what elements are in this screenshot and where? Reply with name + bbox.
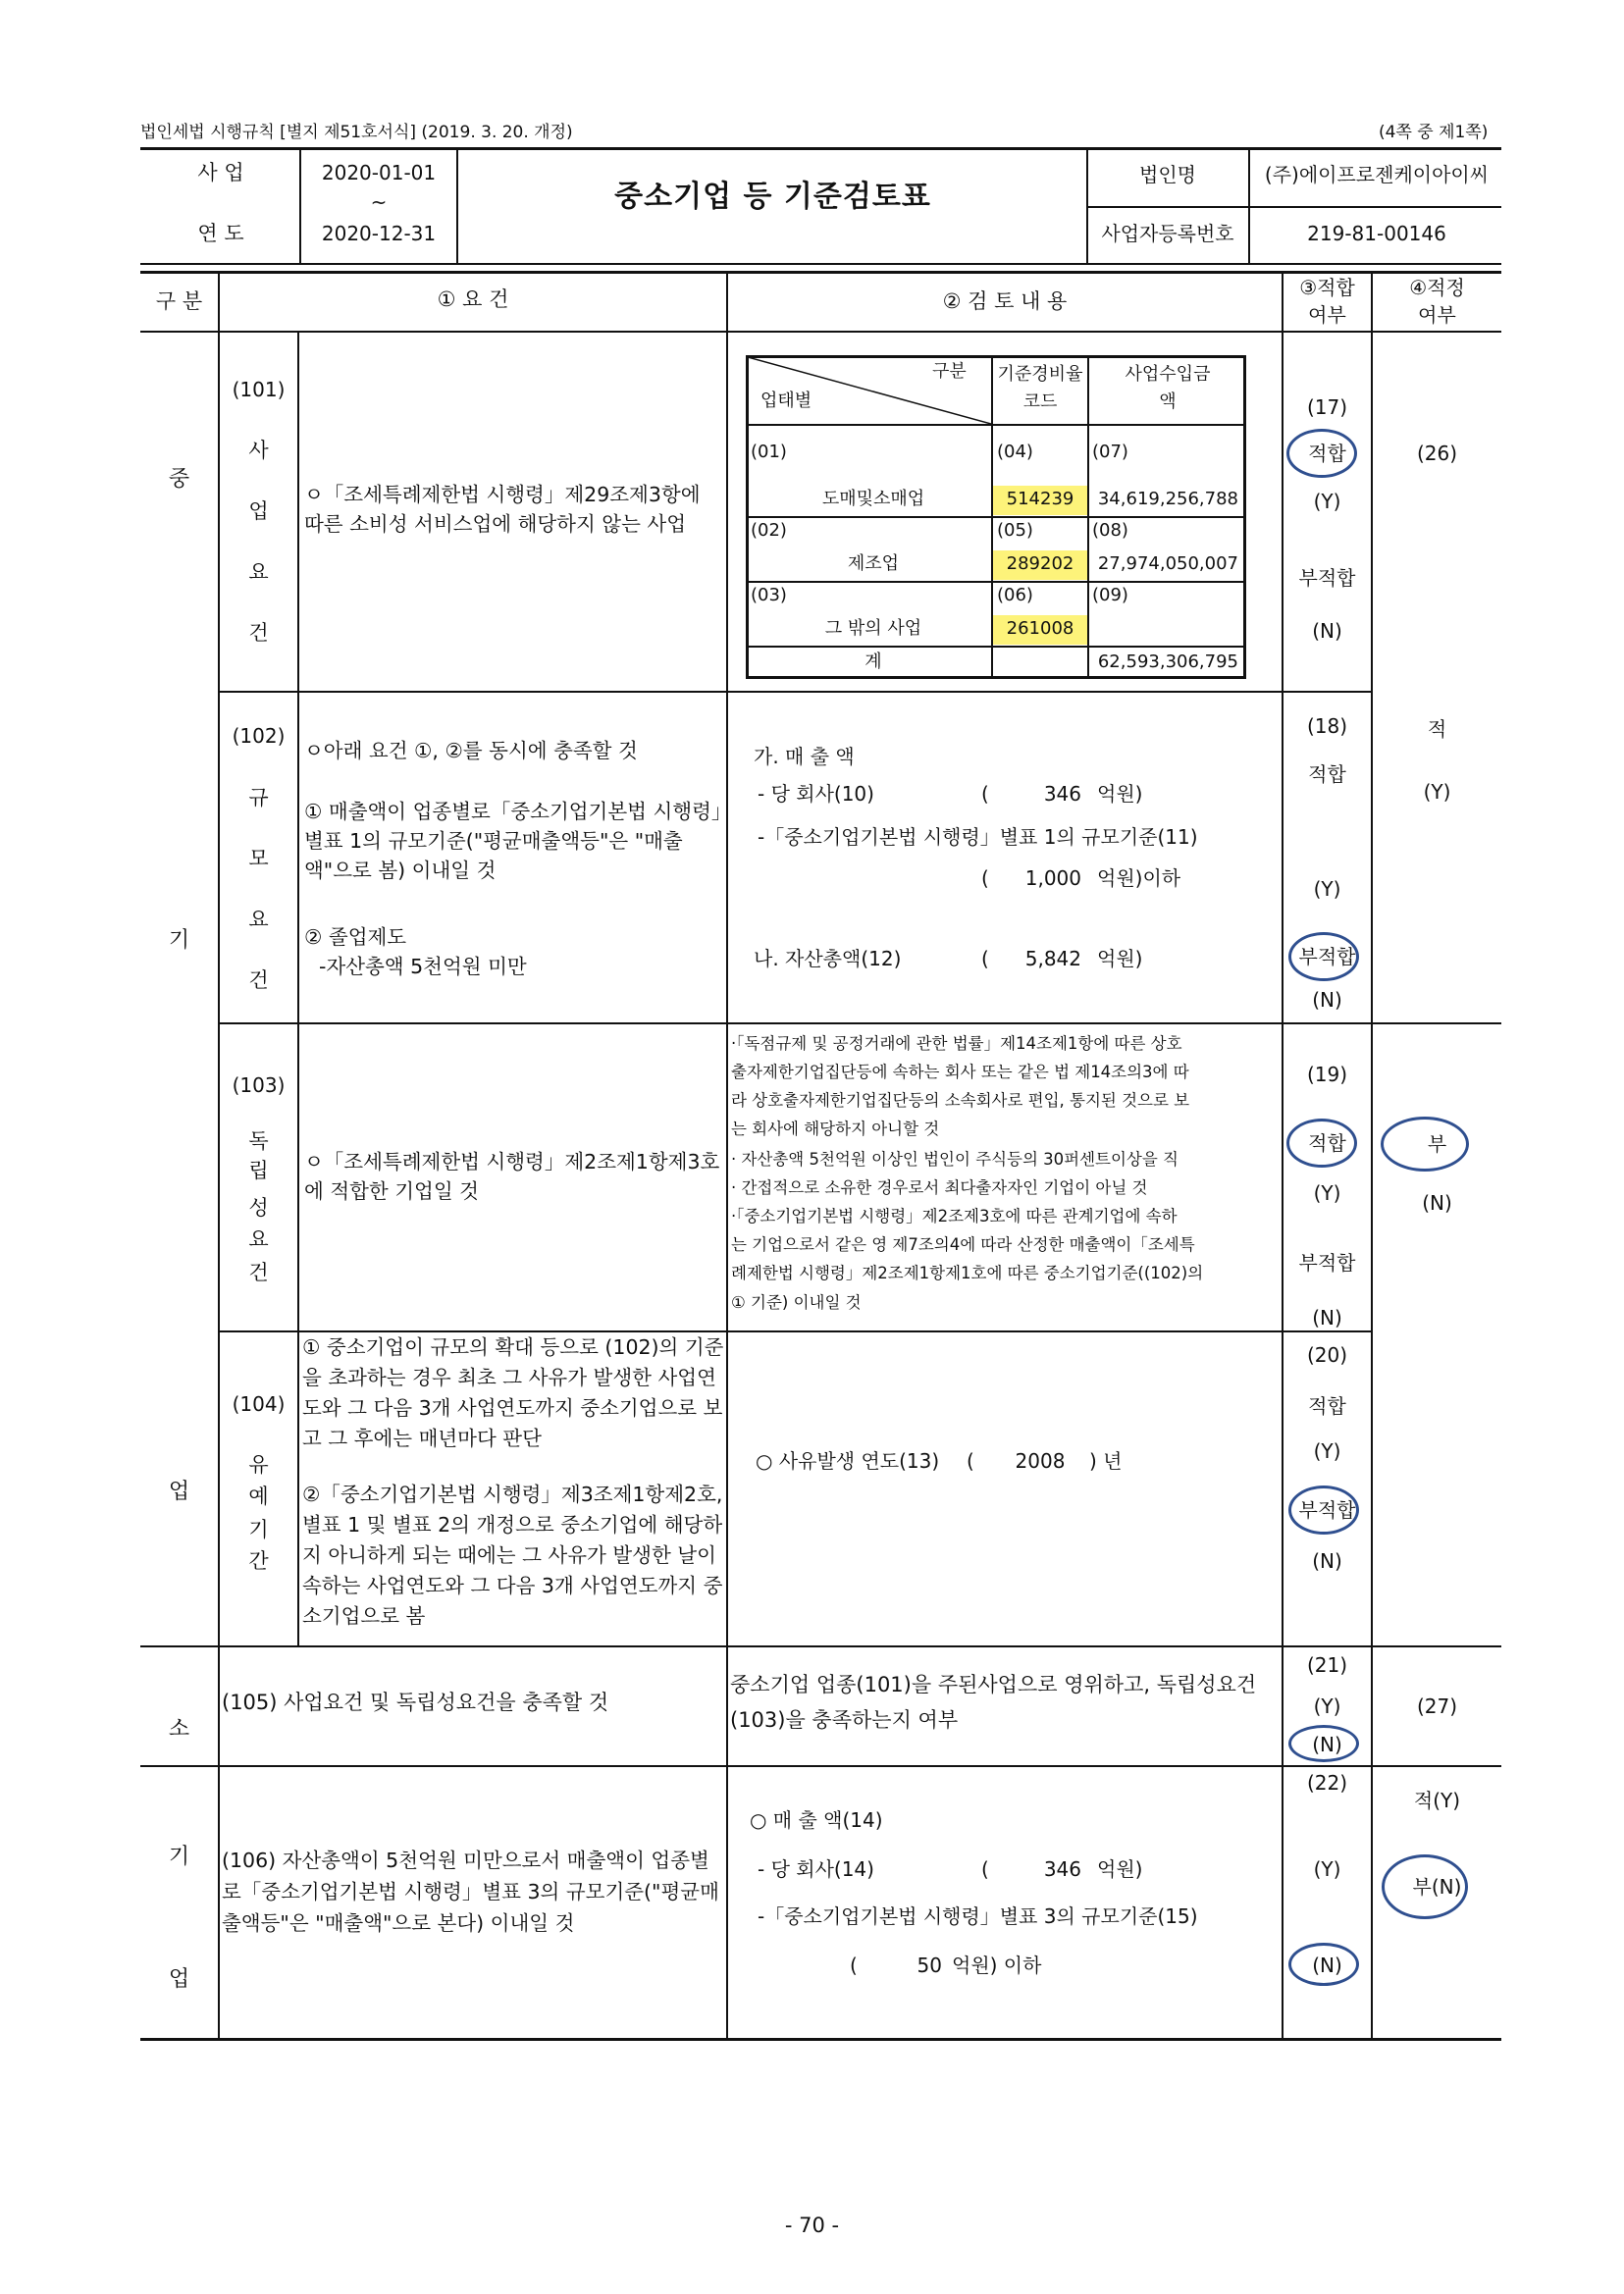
r103-label-char: 성 — [248, 1196, 269, 1220]
r104-req-1: ① 중소기업이 규모의 확대 등으로 (102)의 기준을 초과하는 경우 최초 그 사유가 발생한 사업연도와 그 다음 3개 사업연도까지 중소기업으로 보고 그 후에는 매년마다 판단 — [302, 1335, 724, 1450]
industry-row-amount: 34,619,256,788 — [1097, 489, 1238, 509]
r101-label-char: 건 — [248, 621, 269, 645]
category-sme-2: 기 — [168, 928, 190, 953]
r101-fit-n: (N) — [1312, 619, 1342, 643]
r103-fit-n: (N) — [1312, 1306, 1342, 1329]
r102-rev-5: 나. 자산총액(12) — [754, 947, 902, 970]
r106-rev-4-open: ( — [850, 1954, 858, 1977]
r104-fit-n: (N) — [1312, 1549, 1342, 1573]
r102-fit-no: 부적합 — [1298, 945, 1356, 968]
industry-row-num: (07) — [1092, 442, 1128, 462]
r103-label-char: 건 — [248, 1261, 269, 1284]
col-fit-1: ③적합 — [1299, 276, 1355, 299]
r101-label-char: 업 — [248, 499, 269, 523]
col-requirement: ① 요 건 — [437, 287, 509, 311]
r104-fit-yes: 적합 — [1308, 1394, 1346, 1418]
r101-proper-code: (26) — [1416, 442, 1458, 465]
industry-row-num: (02) — [751, 520, 787, 541]
industry-total-amount: 62,593,306,795 — [1097, 652, 1238, 672]
col-review: ② 검 토 내 용 — [942, 289, 1068, 313]
r104-rev-val: 2008 — [1015, 1449, 1066, 1473]
r103-review-line: · 자산총액 5천억원 이상인 법인이 주식등의 30퍼센트이상을 직 — [731, 1150, 1179, 1169]
period-tilde: ~ — [370, 190, 388, 214]
col-fit-2: 여부 — [1308, 303, 1346, 327]
r106-rev-4-unit: 억원) 이하 — [952, 1954, 1042, 1977]
r102-label-char: 건 — [248, 968, 269, 992]
r102-rev-4-unit: 억원)이하 — [1097, 866, 1181, 890]
period-start: 2020-01-01 — [321, 161, 437, 184]
r104-label-char: 기 — [248, 1518, 269, 1541]
r102-req-1: ㅇ아래 요건 ①, ②를 동시에 충족할 것 — [304, 739, 638, 762]
r103-proper-2: (N) — [1422, 1191, 1452, 1215]
r103-requirement: ㅇ「조세특례제한법 시행령」제2조제1항제3호에 적합한 기업일 것 — [304, 1150, 720, 1203]
r102-rev-5-unit: 억원) — [1097, 947, 1143, 970]
page-number: - 70 - — [784, 2214, 840, 2237]
r104-fit-y: (Y) — [1313, 1439, 1341, 1463]
r102-req-4: -자산총액 5천억원 미만 — [319, 955, 527, 978]
r105-fit-y: (Y) — [1313, 1694, 1341, 1718]
industry-row-num: (04) — [997, 442, 1033, 462]
r102-rev-4-val: 1,000 — [1024, 866, 1081, 890]
business-year-label-2: 연 도 — [197, 222, 244, 245]
r102-fit-n: (N) — [1312, 988, 1342, 1012]
r101-label-char: 사 — [248, 439, 269, 462]
col-category: 구 분 — [155, 289, 203, 313]
r103-review-line: ·「중소기업기본법 시행령」제2조제3호에 따른 관계기업에 속하 — [731, 1207, 1178, 1225]
industry-row-code: 289202 — [1006, 553, 1074, 574]
r102-rev-2-unit: 억원) — [1097, 782, 1143, 806]
r106-rev-2-open: ( — [981, 1857, 989, 1881]
r103-review-line: ·「독점규제 및 공정거래에 관한 법률」제14조제1항에 따른 상호 — [731, 1034, 1182, 1053]
r104-rev-open: ( — [967, 1449, 974, 1473]
biz-reg-label: 사업자등록번호 — [1101, 222, 1234, 245]
category-small-1: 소 — [168, 1717, 190, 1742]
r103-proper-1: 부 — [1427, 1132, 1447, 1156]
col-proper-1: ④적정 — [1409, 276, 1465, 299]
selection-circle — [1286, 429, 1357, 478]
r103-label-char: 립 — [248, 1159, 269, 1182]
r105-review-2: (103)을 충족하는지 여부 — [730, 1708, 959, 1732]
r103-review-line: 는 기업으로서 같은 영 제7조의4에 따라 산정한 매출액이「조세특 — [731, 1235, 1195, 1254]
r106-rev-2: - 당 회사(14) — [758, 1857, 874, 1881]
biz-reg-number: 219-81-00146 — [1307, 222, 1446, 245]
r103-review-line: 라 상호출자제한기업집단등의 소속회사로 편입, 통지된 것으로 보 — [731, 1091, 1190, 1110]
r104-label-char: 유 — [248, 1453, 269, 1477]
r106-fit-n: (N) — [1312, 1954, 1342, 1977]
r106-proper-2: 부(N) — [1412, 1875, 1462, 1899]
r101-requirement: ㅇ「조세특례제한법 시행령」제29조제3항에 따른 소비성 서비스업에 해당하지 않는 사업 — [304, 483, 701, 536]
industry-table-hdr-income: 사업수입금액 — [1125, 364, 1211, 412]
r103-review-line: 출자제한기업집단등에 속하는 회사 또는 같은 법 제14조의3에 따 — [731, 1063, 1189, 1081]
r101-fit-no: 부적합 — [1298, 566, 1356, 590]
industry-total-label: 계 — [864, 652, 882, 672]
industry-table-hdr-gubun: 구분 — [932, 361, 967, 382]
r106-rev-4-val: 50 — [917, 1954, 942, 1977]
r103-review-line: 례제한법 시행령」제2조제1항제1호에 따른 중소기업기준((102)의 — [731, 1264, 1204, 1282]
r106-rev-2-unit: 억원) — [1097, 1857, 1143, 1881]
r101-fit-yes: 적합 — [1308, 442, 1346, 465]
r102-rev-5-val: 5,842 — [1024, 947, 1081, 970]
r101-fit-code: (17) — [1306, 395, 1348, 419]
col-proper-2: 여부 — [1418, 303, 1456, 327]
form-title: 중소기업 등 기준검토표 — [614, 180, 931, 214]
industry-row-amount: 27,974,050,007 — [1097, 553, 1238, 574]
r102-proper-1: 적 — [1427, 717, 1447, 741]
r106-fit-y: (Y) — [1313, 1857, 1341, 1881]
r104-label-char: 간 — [248, 1549, 269, 1573]
r103-code: (103) — [232, 1073, 286, 1097]
r102-proper-2: (Y) — [1423, 780, 1451, 804]
industry-row-name: 그 밖의 사업 — [824, 618, 922, 639]
r106-proper-1: 적(Y) — [1413, 1789, 1461, 1812]
r103-fit-yes: 적합 — [1308, 1131, 1346, 1155]
industry-row-num: (06) — [997, 585, 1033, 605]
selection-circle — [1288, 1725, 1359, 1762]
industry-row-code: 261008 — [1006, 618, 1074, 639]
category-small-3: 업 — [168, 1967, 190, 1992]
r104-label-char: 예 — [248, 1485, 269, 1508]
r102-code: (102) — [232, 724, 286, 748]
category-sme-3: 업 — [168, 1480, 190, 1504]
r102-rev-4-open: ( — [981, 866, 989, 890]
industry-row-num: (03) — [751, 585, 787, 605]
corp-name-label: 법인명 — [1139, 163, 1196, 186]
industry-row-name: 제조업 — [847, 553, 900, 574]
industry-table-hdr-upte: 업태별 — [760, 391, 812, 411]
industry-row-num: (09) — [1092, 585, 1128, 605]
industry-table-hdr-code: 기준경비율코드 — [997, 364, 1083, 412]
r101-label-char: 요 — [248, 560, 269, 584]
r102-req-3: ② 졸업제도 — [304, 925, 407, 949]
r102-fit-y: (Y) — [1313, 877, 1341, 901]
r103-fit-no: 부적합 — [1298, 1251, 1356, 1275]
business-year-label-1: 사 업 — [197, 161, 244, 184]
r103-label-char: 독 — [248, 1129, 269, 1153]
r102-label-char: 모 — [248, 847, 269, 870]
selection-circle — [1288, 932, 1359, 981]
industry-row-name: 도매및소매업 — [821, 489, 925, 509]
r104-code: (104) — [232, 1392, 286, 1416]
selection-circle — [1381, 1117, 1469, 1172]
selection-circle — [1288, 1943, 1359, 1986]
r104-fit-code: (20) — [1306, 1343, 1348, 1367]
r104-rev-close: ) 년 — [1089, 1449, 1123, 1473]
r102-fit-code: (18) — [1306, 714, 1348, 738]
industry-row-num: (08) — [1092, 520, 1128, 541]
selection-circle — [1286, 1119, 1357, 1168]
category-sme-1: 중 — [168, 467, 190, 492]
industry-row-code: 514239 — [1006, 489, 1074, 509]
r105-fit-code: (21) — [1306, 1653, 1348, 1677]
r106-rev-2-val: 346 — [1043, 1857, 1081, 1881]
form-reference: 법인세법 시행규칙 [별지 제51호서식] (2019. 3. 20. 개정) — [140, 123, 573, 142]
r102-rev-5-open: ( — [981, 947, 989, 970]
r104-rev-1: ○ 사유발생 연도(13) — [756, 1449, 940, 1473]
r106-rev-3: -「중소기업기본법 시행령」별표 3의 규모기준(15) — [758, 1904, 1198, 1928]
r103-fit-y: (Y) — [1313, 1181, 1341, 1205]
r102-rev-2-val: 346 — [1043, 782, 1081, 806]
page-reference: (4쪽 중 제1쪽) — [1379, 123, 1489, 142]
r103-fit-code: (19) — [1306, 1063, 1348, 1086]
r105-fit-n: (N) — [1312, 1733, 1342, 1756]
r104-fit-no: 부적합 — [1298, 1498, 1356, 1522]
r103-review-line: ① 기준) 이내일 것 — [731, 1293, 862, 1312]
industry-row-num: (01) — [751, 442, 787, 462]
r102-rev-3: -「중소기업기본법 시행령」별표 1의 규모기준(11) — [758, 825, 1198, 849]
r102-fit-yes: 적합 — [1308, 762, 1346, 786]
r105-requirement: (105) 사업요건 및 독립성요건을 충족할 것 — [222, 1691, 609, 1714]
r102-req-2: ① 매출액이 업종별로「중소기업기본법 시행령」별표 1의 규모기준("평균매출액등"은 "매출액"으로 봄) 이내일 것 — [304, 800, 722, 882]
r102-label-char: 요 — [248, 908, 269, 931]
r106-fit-code: (22) — [1306, 1771, 1348, 1795]
r101-fit-y: (Y) — [1313, 490, 1341, 513]
selection-circle — [1382, 1854, 1468, 1919]
r106-requirement: (106) 자산총액이 5천억원 미만으로서 매출액이 업종별로「중소기업기본법 시행령」별표 3의 규모기준("평균매출액등"은 "매출액"으로 본다) 이내일 것 — [222, 1849, 719, 1935]
r103-label-char: 요 — [248, 1227, 269, 1251]
r102-label-char: 규 — [248, 786, 269, 809]
r103-review-line: · 간접적으로 소유한 경우로서 최다출자자인 기업이 아닐 것 — [731, 1178, 1148, 1197]
r106-rev-1: ○ 매 출 액(14) — [750, 1808, 883, 1832]
r102-rev-2: - 당 회사(10) — [758, 782, 874, 806]
r105-review-1: 중소기업 업종(101)을 주된사업으로 영위하고, 독립성요건 — [730, 1673, 1257, 1696]
r105-proper-code: (27) — [1416, 1694, 1458, 1718]
r101-code: (101) — [232, 378, 286, 401]
r102-rev-2-open: ( — [981, 782, 989, 806]
r102-rev-1: 가. 매 출 액 — [754, 745, 855, 768]
r104-req-2: ②「중소기업기본법 시행령」제3조제1항제2호, 별표 1 및 별표 2의 개정으로 중소기업에 해당하지 아니하게 되는 때에는 그 사유가 발생한 날이 속하는 사업연도와 그 다음 3개 사업연도까지 중소기업으로 봄 — [302, 1483, 723, 1628]
r103-review-line: 는 회사에 해당하지 아니할 것 — [731, 1120, 940, 1138]
corp-name: (주)에이프로젠케이아이씨 — [1264, 163, 1490, 186]
category-small-2: 기 — [168, 1845, 190, 1869]
industry-row-num: (05) — [997, 520, 1033, 541]
period-end: 2020-12-31 — [321, 222, 437, 245]
selection-circle — [1288, 1486, 1359, 1535]
